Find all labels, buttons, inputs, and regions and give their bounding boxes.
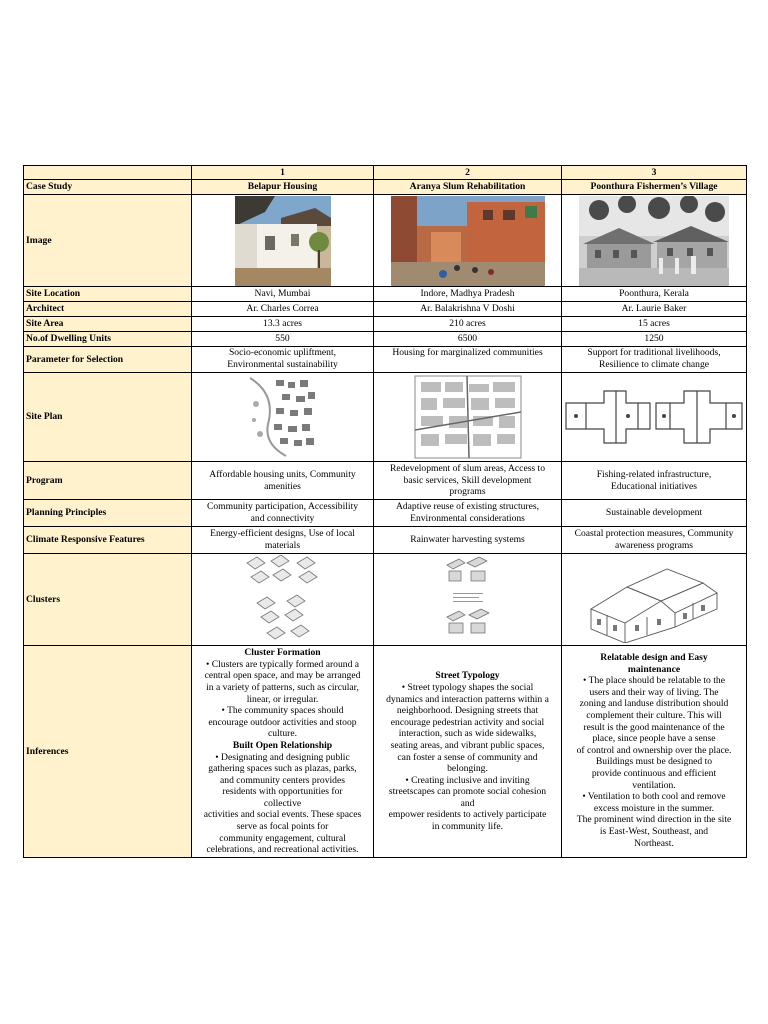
parameter-1-line-2: Environmental sustainability bbox=[227, 358, 338, 370]
belapur-site-plan-drawing bbox=[246, 374, 320, 460]
planning-2-line-1: Adaptive reuse of existing structures, bbox=[395, 501, 540, 513]
dwelling-units-row bbox=[24, 332, 747, 347]
site-location-1: Navi, Mumbai bbox=[192, 287, 374, 302]
program-row bbox=[24, 462, 747, 500]
belapur-clusters-cell bbox=[192, 554, 374, 646]
relatable-design-heading: Relatable design and Easy maintenance bbox=[600, 652, 708, 675]
parameter-1 bbox=[192, 347, 374, 373]
site-area-3: 15 acres bbox=[562, 317, 747, 332]
climate-3-line-2: awareness programs bbox=[614, 540, 694, 551]
case-study-label: Case Study bbox=[24, 180, 192, 195]
dwelling-units-3: 1250 bbox=[562, 332, 747, 347]
parameter-2 bbox=[374, 347, 562, 373]
poonthura-photo-cell bbox=[562, 195, 747, 287]
inferences-3 bbox=[562, 646, 747, 858]
belapur-cluster-drawing bbox=[243, 555, 323, 645]
planning-2 bbox=[374, 500, 562, 527]
climate-3-line-1: Coastal protection measures, Community bbox=[574, 528, 734, 540]
belapur-housing-photo bbox=[235, 196, 331, 286]
climate-1-line-1: Energy-efficient designs, Use of local bbox=[210, 528, 355, 540]
climate-label: Climate Responsive Features bbox=[24, 527, 192, 554]
aranya-site-plan-cell bbox=[374, 373, 562, 462]
aranya-site-plan-drawing bbox=[413, 374, 523, 460]
image-label: Image bbox=[24, 195, 192, 287]
relatable-design-text: • The place should be relatable to the users and their way of living. The zoning and landuse distribution should complement their culture. This will result is the good maintenance of the place, since people have a sense of control and ownership over the place. Buildings must be designed to provide continuous and efficient ventilation. • Ventilation to both cool and remove excess moisture in the summer. The prominent wind direction in the site is East-West, Southeast, and Northeast. bbox=[576, 675, 732, 849]
poonthura-site-plan-cell bbox=[562, 373, 747, 462]
poonthura-site-plan-drawing bbox=[564, 385, 744, 449]
case-study-table bbox=[23, 165, 747, 858]
image-row bbox=[24, 195, 747, 287]
climate-1 bbox=[192, 527, 374, 554]
site-area-2: 210 acres bbox=[374, 317, 562, 332]
architect-1: Ar. Charles Correa bbox=[192, 302, 374, 317]
parameter-2-line-1: Housing for marginalized communities bbox=[392, 347, 543, 358]
parameter-label: Parameter for Selection bbox=[24, 347, 192, 373]
climate-row bbox=[24, 527, 747, 554]
poonthura-cluster-drawing bbox=[587, 557, 721, 643]
architect-label: Architect bbox=[24, 302, 192, 317]
parameter-row bbox=[24, 347, 747, 373]
site-area-1: 13.3 acres bbox=[192, 317, 374, 332]
case-study-1: Belapur Housing bbox=[192, 180, 374, 195]
dwelling-units-label: No.of Dwelling Units bbox=[24, 332, 192, 347]
poonthura-clusters-cell bbox=[562, 554, 747, 646]
program-1 bbox=[192, 462, 374, 500]
site-plan-row bbox=[24, 373, 747, 462]
dwelling-units-2: 6500 bbox=[374, 332, 562, 347]
site-area-label: Site Area bbox=[24, 317, 192, 332]
built-open-heading: Built Open Relationship bbox=[232, 739, 333, 751]
climate-2-line-1: Rainwater harvesting systems bbox=[410, 534, 525, 546]
aranya-cluster-drawing bbox=[445, 555, 491, 645]
clusters-label: Clusters bbox=[24, 554, 192, 646]
program-1-line-1: Affordable housing units, Community bbox=[209, 468, 356, 480]
cluster-formation-text: • Clusters are typically formed around a central open space, and may be arranged in a variety of patterns, such as circular, linear, or irregular. • The community spaces should encourage outdoor activities and stoop culture. bbox=[204, 658, 361, 740]
planning-3 bbox=[562, 500, 747, 527]
column-number-3: 3 bbox=[562, 166, 747, 180]
aranya-slum-photo bbox=[391, 196, 545, 286]
site-location-row bbox=[24, 287, 747, 302]
built-open-text: • Designating and designing public gathering spaces such as plazas, parks, and community centers provides residents with opportunities for collective activities and social events. These spaces serve as focal points for community engagement, cultural celebrations, and recreational activities. bbox=[203, 751, 362, 856]
planning-row bbox=[24, 500, 747, 527]
aranya-clusters-cell bbox=[374, 554, 562, 646]
planning-label: Planning Principles bbox=[24, 500, 192, 527]
site-location-label: Site Location bbox=[24, 287, 192, 302]
dwelling-units-1: 550 bbox=[192, 332, 374, 347]
parameter-3-line-2: Resilience to climate change bbox=[598, 358, 709, 370]
program-3-line-1: Fishing-related infrastructure, bbox=[596, 468, 712, 480]
number-row bbox=[24, 166, 747, 180]
program-label: Program bbox=[24, 462, 192, 500]
planning-3-line-1: Sustainable development bbox=[605, 507, 703, 519]
street-typology-heading: Street Typology bbox=[435, 670, 500, 682]
parameter-3-line-1: Support for traditional livelihoods, bbox=[587, 347, 721, 358]
planning-2-line-2: Environmental considerations bbox=[410, 513, 525, 524]
site-area-row bbox=[24, 317, 747, 332]
climate-2 bbox=[374, 527, 562, 554]
planning-1-line-1: Community participation, Accessibility bbox=[206, 501, 359, 513]
architect-3: Ar. Laurie Baker bbox=[562, 302, 747, 317]
cluster-formation-heading: Cluster Formation bbox=[244, 647, 321, 659]
belapur-photo-cell bbox=[192, 195, 374, 287]
site-location-3: Poonthura, Kerala bbox=[562, 287, 747, 302]
column-number-1: 1 bbox=[192, 166, 374, 180]
case-study-3: Poonthura Fishermen’s Village bbox=[562, 180, 747, 195]
aranya-photo-cell bbox=[374, 195, 562, 287]
planning-1-line-2: and connectivity bbox=[250, 513, 315, 524]
inferences-label: Inferences bbox=[24, 646, 192, 858]
belapur-site-plan-cell bbox=[192, 373, 374, 462]
climate-1-line-2: materials bbox=[264, 540, 301, 551]
program-3 bbox=[562, 462, 747, 500]
parameter-3 bbox=[562, 347, 747, 373]
inferences-1 bbox=[192, 646, 374, 858]
blank-cell bbox=[24, 166, 192, 180]
parameter-1-line-1: Socio-economic upliftment, bbox=[228, 347, 337, 358]
column-number-2: 2 bbox=[374, 166, 562, 180]
poonthura-village-photo bbox=[579, 196, 729, 286]
architect-2: Ar. Balakrishna V Doshi bbox=[374, 302, 562, 317]
program-3-line-2: Educational initiatives bbox=[610, 480, 698, 492]
program-2 bbox=[374, 462, 562, 500]
site-plan-label: Site Plan bbox=[24, 373, 192, 462]
case-study-row bbox=[24, 180, 747, 195]
climate-3 bbox=[562, 527, 747, 554]
case-study-2: Aranya Slum Rehabilitation bbox=[374, 180, 562, 195]
clusters-row bbox=[24, 554, 747, 646]
program-1-line-2: amenities bbox=[264, 480, 301, 492]
inferences-row bbox=[24, 646, 747, 858]
program-2-line-1: Redevelopment of slum areas, Access to bbox=[389, 463, 546, 475]
inferences-2 bbox=[374, 646, 562, 858]
architect-row bbox=[24, 302, 747, 317]
street-typology-text: • Street typology shapes the social dynamics and interaction patterns within a neighborhood. Designing streets that encourage pedestrian activity and social interaction, such as wide sidewalks, seating areas, and vibrant public spaces, can foster a sense of community and belonging. • Creating inclusive and inviting streetscapes can promote social cohesion and empower residents to actively participate in community life. bbox=[386, 681, 549, 833]
program-2-line-2: basic services, Skill development bbox=[403, 474, 532, 486]
planning-1 bbox=[192, 500, 374, 527]
program-2-line-3: programs bbox=[449, 486, 486, 498]
site-location-2: Indore, Madhya Pradesh bbox=[374, 287, 562, 302]
